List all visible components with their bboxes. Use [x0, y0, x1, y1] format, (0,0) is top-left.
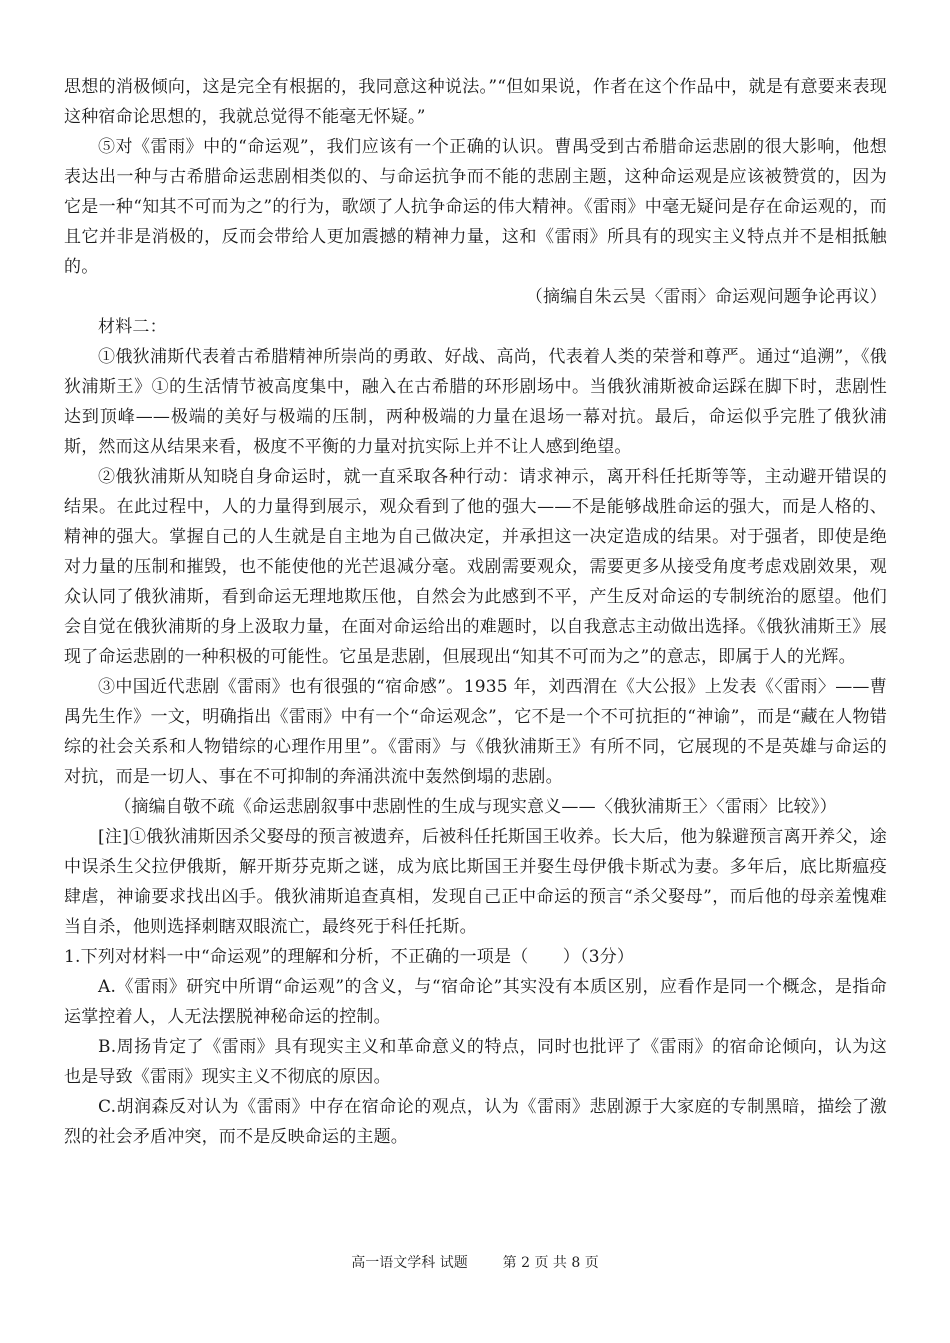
material-two-heading: 材料二：	[98, 317, 167, 337]
question-1-option-b: B.周扬肯定了《雷雨》具有现实主义和革命意义的特点，同时也批评了《雷雨》的宿命论倾向，认为这也是导致《雷雨》现实主义不彻底的原因。	[64, 1037, 887, 1087]
material-two-paragraph-2: ②俄狄浦斯从知晓自身命运时，就一直采取各种行动：请求神示，离开科任托斯等等，主动避开错误的结果。在此过程中，人的力量得到展示，观众看到了他的强大——不是能够战胜命运的强大，而是人格的、精神的强大。掌握自己的人生就是自主地为自己做决定，并承担这一决定造成的结果。对于强者，即使是绝对力量的压制和摧毁，也不能使他的光芒退减分毫。戏剧需要观众，需要更多从接受角度考虑戏剧效果，观众认同了俄狄浦斯，看到命运无理地欺压他，自然会为此感到不平，产生反对命运的专制统治的愿望。他们会自觉在俄狄浦斯的身上汲取力量，在面对命运给出的难题时，以自我意志主动做出选择。《俄狄浦斯王》展现了命运悲剧的一种积极的可能性。它虽是悲剧，但展现出“知其不可而为之”的意志，即属于人的光辉。	[64, 467, 887, 667]
exam-page-body	[64, 72, 887, 1152]
material-two-paragraph-3: ③中国近代悲剧《雷雨》也有很强的“宿命感”。1935 年，刘西渭在《大公报》上发表《〈雷雨〉——曹禺先生作》一文，明确指出《雷雨》中有一个“命运观念”，它不是一个不可抗拒的“神谕”，而是“藏在人物错综的社会关系和人物错综的心理作用里”。《雷雨》与《俄狄浦斯王》有所不同，它展现的不是英雄与命运的对抗，而是一切人、事在不可抑制的奔涌洪流中轰然倒塌的悲剧。	[64, 677, 887, 787]
source-citation-1: （摘编自朱云昊〈雷雨〉命运观问题争论再议）	[525, 287, 887, 307]
footer-page-number: 第 2 页 共 8 页	[502, 1255, 599, 1271]
paragraph-continuation: 思想的消极倾向，这是完全有根据的，我同意这种说法。”“但如果说，作者在这个作品中，就是有意要来表现这种宿命论思想的，我就总觉得不能毫无怀疑。”	[64, 77, 887, 127]
page-footer	[0, 1252, 950, 1272]
paragraph-5: ⑤对《雷雨》中的“命运观”，我们应该有一个正确的认识。曹禺受到古希腊命运悲剧的很大影响，他想表达出一种与古希腊命运悲剧相类似的、与命运抗争而不能的悲剧主题，这种命运观是应该被赞赏的，因为它是一种“知其不可而为之”的行为，歌颂了人抗争命运的伟大精神。《雷雨》中毫无疑问是存在命运观的，而且它并非是消极的，反而会带给人更加震撼的精神力量，这和《雷雨》所具有的现实主义特点并不是相抵触的。	[64, 137, 887, 277]
footer-subject: 高一语文学科 试题	[351, 1255, 468, 1271]
footnote: [注]①俄狄浦斯因杀父娶母的预言被遗弃，后被科任托斯国王收养。长大后，他为躲避预言离开养父，途中误杀生父拉伊俄斯，解开斯芬克斯之谜，成为底比斯国王并娶生母伊俄卡斯忒为妻。多年后，底比斯瘟疫肆虐，神谕要求找出凶手。俄狄浦斯追查真相，发现自己正中命运的预言“杀父娶母”，而后他的母亲羞愧难当自杀，他则选择刺瞎双眼流亡，最终死于科任托斯。	[64, 827, 887, 937]
material-two-paragraph-1: ①俄狄浦斯代表着古希腊精神所崇尚的勇敢、好战、高尚，代表着人类的荣誉和尊严。通过“追溯”，《俄狄浦斯王》①的生活情节被高度集中，融入在古希腊的环形剧场中。当俄狄浦斯被命运踩在脚下时，悲剧性达到顶峰——极端的美好与极端的压制，两种极端的力量在退场一幕对抗。最后，命运似乎完胜了俄狄浦斯，然而这从结果来看，极度不平衡的力量对抗实际上并不让人感到绝望。	[64, 347, 887, 457]
question-1-option-a: A.《雷雨》研究中所谓“命运观”的含义，与“宿命论”其实没有本质区别，应看作是同一个概念，是指命运掌控着人，人无法摆脱神秘命运的控制。	[64, 977, 887, 1027]
source-citation-2: （摘编自敬不疏《命运悲剧叙事中悲剧性的生成与现实意义——〈俄狄浦斯王〉〈雷雨〉比较》）	[114, 797, 837, 817]
question-1-option-c: C.胡润森反对认为《雷雨》中存在宿命论的观点，认为《雷雨》悲剧源于大家庭的专制黑暗，描绘了激烈的社会矛盾冲突，而不是反映命运的主题。	[64, 1097, 887, 1147]
question-1-stem: 1.下列对材料一中“命运观”的理解和分析，不正确的一项是（ ）（3分）	[64, 947, 635, 967]
